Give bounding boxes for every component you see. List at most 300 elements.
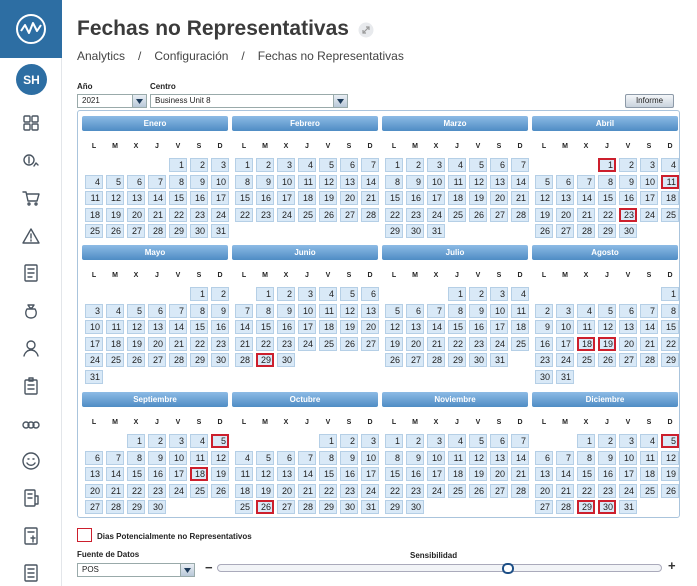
day-cell[interactable]: 2 [406,158,424,172]
day-cell[interactable]: 6 [619,304,637,318]
day-cell[interactable]: 7 [556,451,574,465]
clipboard-icon[interactable] [21,376,41,396]
day-cell[interactable]: 15 [598,191,616,205]
day-cell[interactable]: 17 [85,337,103,351]
day-cell[interactable]: 22 [190,337,208,351]
day-cell[interactable]: 30 [406,500,424,514]
day-cell[interactable]: 12 [256,467,274,481]
day-cell[interactable]: 5 [319,158,337,172]
day-cell[interactable]: 20 [85,484,103,498]
day-cell[interactable]: 4 [319,287,337,301]
day-cell[interactable]: 26 [319,208,337,222]
day-cell[interactable]: 29 [448,353,466,367]
day-cell[interactable]: 16 [211,320,229,334]
day-cell[interactable]: 9 [211,304,229,318]
slider-thumb[interactable] [502,563,514,574]
day-cell[interactable]: 8 [319,451,337,465]
day-cell[interactable]: 3 [490,287,508,301]
day-cell[interactable]: 20 [277,484,295,498]
day-cell[interactable]: 13 [361,304,379,318]
day-cell[interactable]: 19 [661,467,679,481]
day-cell[interactable]: 24 [361,484,379,498]
user-avatar[interactable]: SH [16,64,47,95]
day-cell[interactable]: 8 [448,304,466,318]
day-cell[interactable]: 26 [469,484,487,498]
app-logo[interactable] [0,0,62,58]
day-cell[interactable]: 30 [190,224,208,238]
day-cell[interactable]: 13 [85,467,103,481]
day-cell[interactable]: 19 [385,337,403,351]
day-cell[interactable]: 26 [127,353,145,367]
day-cell[interactable]: 8 [169,175,187,189]
day-cell-flagged[interactable]: 26 [256,500,274,514]
day-cell[interactable]: 17 [211,191,229,205]
day-cell[interactable]: 30 [148,500,166,514]
day-cell[interactable]: 20 [490,467,508,481]
day-cell[interactable]: 10 [556,320,574,334]
day-cell[interactable]: 10 [85,320,103,334]
day-cell[interactable]: 22 [448,337,466,351]
day-cell[interactable]: 15 [127,467,145,481]
day-cell[interactable]: 24 [490,337,508,351]
day-cell[interactable]: 11 [448,175,466,189]
day-cell[interactable]: 31 [211,224,229,238]
day-cell[interactable]: 25 [106,353,124,367]
day-cell[interactable]: 13 [535,467,553,481]
day-cell[interactable]: 21 [427,337,445,351]
day-cell[interactable]: 8 [385,175,403,189]
chain-icon[interactable] [21,413,41,433]
day-cell[interactable]: 17 [619,467,637,481]
day-cell-flagged[interactable]: 23 [619,208,637,222]
day-cell[interactable]: 3 [619,434,637,448]
day-cell[interactable]: 14 [169,320,187,334]
day-cell[interactable]: 29 [190,353,208,367]
day-cell[interactable]: 13 [490,451,508,465]
day-cell[interactable]: 24 [277,208,295,222]
day-cell[interactable]: 22 [385,484,403,498]
day-cell[interactable]: 28 [556,500,574,514]
day-cell[interactable]: 27 [556,224,574,238]
year-select[interactable] [77,94,147,108]
cart-icon[interactable] [21,188,41,208]
day-cell[interactable]: 22 [127,484,145,498]
day-cell[interactable]: 23 [190,208,208,222]
day-cell[interactable]: 23 [211,337,229,351]
day-cell[interactable]: 21 [106,484,124,498]
day-cell[interactable]: 25 [511,337,529,351]
document-list-icon[interactable] [21,563,41,583]
day-cell[interactable]: 7 [577,175,595,189]
day-cell[interactable]: 23 [406,208,424,222]
day-cell[interactable]: 12 [469,451,487,465]
day-cell[interactable]: 26 [598,353,616,367]
day-cell[interactable]: 27 [490,208,508,222]
day-cell[interactable]: 13 [406,320,424,334]
day-cell[interactable]: 3 [85,304,103,318]
day-cell[interactable]: 20 [148,337,166,351]
day-cell-flagged[interactable]: 11 [661,175,679,189]
day-cell[interactable]: 3 [427,434,445,448]
day-cell[interactable]: 18 [319,320,337,334]
day-cell[interactable]: 31 [427,224,445,238]
day-cell[interactable]: 15 [235,191,253,205]
day-cell[interactable]: 29 [169,224,187,238]
day-cell[interactable]: 28 [427,353,445,367]
day-cell[interactable]: 5 [598,304,616,318]
day-cell[interactable]: 15 [385,467,403,481]
center-select[interactable] [150,94,348,108]
day-cell[interactable]: 19 [535,208,553,222]
day-cell[interactable]: 2 [598,434,616,448]
day-cell[interactable]: 5 [106,175,124,189]
day-cell[interactable]: 25 [448,208,466,222]
day-cell-flagged[interactable]: 18 [190,467,208,481]
day-cell[interactable]: 30 [535,370,553,384]
day-cell[interactable]: 22 [235,208,253,222]
day-cell[interactable]: 19 [211,467,229,481]
day-cell[interactable]: 5 [340,287,358,301]
day-cell[interactable]: 29 [385,500,403,514]
day-cell[interactable]: 7 [148,175,166,189]
day-cell[interactable]: 5 [127,304,145,318]
day-cell[interactable]: 15 [256,320,274,334]
day-cell[interactable]: 10 [277,175,295,189]
day-cell[interactable]: 27 [406,353,424,367]
day-cell[interactable]: 6 [277,451,295,465]
day-cell[interactable]: 26 [340,337,358,351]
day-cell[interactable]: 11 [511,304,529,318]
day-cell[interactable]: 22 [319,484,337,498]
day-cell-flagged[interactable]: 19 [598,337,616,351]
day-cell[interactable]: 25 [298,208,316,222]
day-cell[interactable]: 9 [256,175,274,189]
day-cell[interactable]: 6 [85,451,103,465]
decrease-button[interactable]: − [205,560,213,575]
day-cell[interactable]: 20 [361,320,379,334]
day-cell[interactable]: 4 [661,158,679,172]
day-cell[interactable]: 10 [640,175,658,189]
day-cell[interactable]: 1 [235,158,253,172]
day-cell[interactable]: 27 [490,484,508,498]
day-cell[interactable]: 14 [640,320,658,334]
day-cell[interactable]: 18 [448,467,466,481]
day-cell[interactable]: 4 [511,287,529,301]
day-cell[interactable]: 13 [619,320,637,334]
day-cell[interactable]: 25 [448,484,466,498]
day-cell[interactable]: 27 [148,353,166,367]
day-cell[interactable]: 28 [235,353,253,367]
day-cell[interactable]: 12 [211,451,229,465]
fuente-select[interactable] [77,563,195,577]
day-cell[interactable]: 24 [169,484,187,498]
day-cell[interactable]: 27 [85,500,103,514]
day-cell[interactable]: 9 [340,451,358,465]
day-cell[interactable]: 26 [385,353,403,367]
day-cell[interactable]: 14 [511,175,529,189]
day-cell[interactable]: 14 [427,320,445,334]
document-money-icon[interactable] [21,526,41,546]
day-cell[interactable]: 1 [190,287,208,301]
day-cell[interactable]: 3 [211,158,229,172]
day-cell[interactable]: 14 [106,467,124,481]
invoice-icon[interactable] [21,488,41,508]
day-cell[interactable]: 1 [448,287,466,301]
day-cell[interactable]: 9 [406,175,424,189]
day-cell[interactable]: 6 [127,175,145,189]
day-cell[interactable]: 7 [235,304,253,318]
day-cell[interactable]: 15 [169,191,187,205]
day-cell[interactable]: 18 [661,191,679,205]
day-cell[interactable]: 10 [619,451,637,465]
day-cell[interactable]: 2 [256,158,274,172]
day-cell[interactable]: 20 [556,208,574,222]
day-cell-flagged[interactable]: 30 [598,500,616,514]
dashboard-icon[interactable] [21,113,41,133]
day-cell[interactable]: 8 [190,304,208,318]
day-cell[interactable]: 29 [598,224,616,238]
user-icon[interactable] [21,338,41,358]
money-bag-icon[interactable] [21,301,41,321]
day-cell[interactable]: 26 [211,484,229,498]
day-cell[interactable]: 16 [406,467,424,481]
day-cell[interactable]: 14 [235,320,253,334]
day-cell[interactable]: 9 [598,451,616,465]
day-cell[interactable]: 21 [511,467,529,481]
day-cell[interactable]: 31 [619,500,637,514]
day-cell[interactable]: 7 [511,158,529,172]
day-cell[interactable]: 23 [535,353,553,367]
day-cell[interactable]: 14 [298,467,316,481]
day-cell[interactable]: 22 [256,337,274,351]
day-cell[interactable]: 25 [661,208,679,222]
day-cell[interactable]: 25 [190,484,208,498]
day-cell[interactable]: 19 [469,467,487,481]
day-cell[interactable]: 11 [298,175,316,189]
day-cell[interactable]: 8 [385,451,403,465]
day-cell[interactable]: 19 [256,484,274,498]
day-cell[interactable]: 26 [535,224,553,238]
day-cell[interactable]: 24 [556,353,574,367]
report-icon[interactable] [21,263,41,283]
day-cell[interactable]: 30 [340,500,358,514]
day-cell[interactable]: 12 [340,304,358,318]
breadcrumb-item-configuracion[interactable]: Configuración [154,49,229,63]
day-cell[interactable]: 2 [619,158,637,172]
day-cell[interactable]: 17 [169,467,187,481]
day-cell[interactable]: 18 [85,208,103,222]
day-cell[interactable]: 16 [406,191,424,205]
breadcrumb-item-analytics[interactable]: Analytics [77,49,126,63]
day-cell[interactable]: 13 [490,175,508,189]
day-cell[interactable]: 20 [406,337,424,351]
day-cell[interactable]: 27 [535,500,553,514]
day-cell[interactable]: 25 [85,224,103,238]
day-cell[interactable]: 12 [661,451,679,465]
day-cell[interactable]: 3 [169,434,187,448]
day-cell[interactable]: 24 [298,337,316,351]
day-cell[interactable]: 21 [577,208,595,222]
day-cell[interactable]: 22 [385,208,403,222]
day-cell[interactable]: 16 [256,191,274,205]
day-cell[interactable]: 5 [256,451,274,465]
day-cell[interactable]: 27 [340,208,358,222]
day-cell[interactable]: 20 [535,484,553,498]
day-cell[interactable]: 30 [469,353,487,367]
day-cell[interactable]: 30 [406,224,424,238]
day-cell[interactable]: 2 [340,434,358,448]
sensibilidad-slider[interactable] [217,564,662,572]
day-cell[interactable]: 4 [190,434,208,448]
day-cell[interactable]: 29 [661,353,679,367]
day-cell[interactable]: 5 [469,158,487,172]
day-cell[interactable]: 14 [511,451,529,465]
day-cell[interactable]: 25 [319,337,337,351]
day-cell[interactable]: 5 [385,304,403,318]
day-cell[interactable]: 24 [640,208,658,222]
day-cell[interactable]: 2 [190,158,208,172]
day-cell[interactable]: 7 [298,451,316,465]
day-cell[interactable]: 12 [385,320,403,334]
day-cell[interactable]: 6 [490,434,508,448]
day-cell[interactable]: 13 [148,320,166,334]
day-cell[interactable]: 1 [577,434,595,448]
day-cell[interactable]: 9 [619,175,637,189]
day-cell[interactable]: 27 [277,500,295,514]
day-cell[interactable]: 3 [361,434,379,448]
day-cell[interactable]: 21 [511,191,529,205]
day-cell[interactable]: 23 [277,337,295,351]
day-cell[interactable]: 28 [106,500,124,514]
day-cell[interactable]: 18 [106,337,124,351]
smile-icon[interactable] [21,451,41,471]
day-cell[interactable]: 7 [169,304,187,318]
day-cell[interactable]: 25 [235,500,253,514]
day-cell[interactable]: 30 [277,353,295,367]
day-cell[interactable]: 19 [127,337,145,351]
day-cell-flagged[interactable]: 18 [577,337,595,351]
day-cell[interactable]: 26 [661,484,679,498]
day-cell[interactable]: 12 [127,320,145,334]
day-cell[interactable]: 8 [127,451,145,465]
day-cell[interactable]: 3 [640,158,658,172]
day-cell[interactable]: 1 [319,434,337,448]
day-cell[interactable]: 12 [469,175,487,189]
day-cell[interactable]: 12 [598,320,616,334]
day-cell[interactable]: 2 [406,434,424,448]
day-cell[interactable]: 31 [556,370,574,384]
day-cell[interactable]: 18 [448,191,466,205]
expand-icon[interactable] [358,22,374,38]
day-cell[interactable]: 9 [148,451,166,465]
day-cell[interactable]: 20 [619,337,637,351]
day-cell[interactable]: 4 [106,304,124,318]
day-cell[interactable]: 22 [598,208,616,222]
day-cell[interactable]: 1 [256,287,274,301]
day-cell-flagged[interactable]: 1 [598,158,616,172]
day-cell-flagged[interactable]: 29 [256,353,274,367]
day-cell[interactable]: 23 [598,484,616,498]
day-cell[interactable]: 18 [235,484,253,498]
day-cell[interactable]: 24 [427,208,445,222]
alert-icon[interactable] [21,226,41,246]
day-cell[interactable]: 19 [106,208,124,222]
day-cell[interactable]: 24 [427,484,445,498]
day-cell[interactable]: 11 [577,320,595,334]
day-cell[interactable]: 11 [235,467,253,481]
day-cell[interactable]: 21 [556,484,574,498]
day-cell[interactable]: 2 [469,287,487,301]
day-cell[interactable]: 10 [298,304,316,318]
day-cell[interactable]: 29 [319,500,337,514]
day-cell[interactable]: 16 [619,191,637,205]
day-cell[interactable]: 19 [340,320,358,334]
day-cell[interactable]: 7 [511,434,529,448]
day-cell[interactable]: 2 [535,304,553,318]
day-cell[interactable]: 13 [340,175,358,189]
day-cell[interactable]: 25 [577,353,595,367]
chevron-down-icon[interactable] [132,95,146,107]
day-cell[interactable]: 9 [535,320,553,334]
day-cell[interactable]: 14 [148,191,166,205]
day-cell[interactable]: 6 [361,287,379,301]
day-cell[interactable]: 17 [361,467,379,481]
day-cell[interactable]: 28 [169,353,187,367]
day-cell[interactable]: 16 [340,467,358,481]
day-cell[interactable]: 15 [661,320,679,334]
day-cell[interactable]: 2 [211,287,229,301]
day-cell[interactable]: 31 [490,353,508,367]
day-cell[interactable]: 22 [169,208,187,222]
day-cell[interactable]: 4 [577,304,595,318]
day-cell[interactable]: 24 [211,208,229,222]
day-cell[interactable]: 13 [127,191,145,205]
day-cell[interactable]: 30 [619,224,637,238]
day-cell[interactable]: 4 [640,434,658,448]
chevron-down-icon[interactable] [180,564,194,576]
day-cell[interactable]: 8 [256,304,274,318]
day-cell[interactable]: 19 [319,191,337,205]
day-cell[interactable]: 16 [148,467,166,481]
day-cell[interactable]: 13 [556,191,574,205]
day-cell[interactable]: 22 [661,337,679,351]
day-cell[interactable]: 10 [361,451,379,465]
day-cell[interactable]: 29 [385,224,403,238]
day-cell[interactable]: 10 [211,175,229,189]
day-cell[interactable]: 2 [277,287,295,301]
money-trend-icon[interactable] [21,151,41,171]
day-cell[interactable]: 11 [85,191,103,205]
day-cell[interactable]: 16 [598,467,616,481]
day-cell[interactable]: 17 [298,320,316,334]
day-cell[interactable]: 17 [556,337,574,351]
day-cell[interactable]: 4 [448,158,466,172]
day-cell[interactable]: 14 [577,191,595,205]
increase-button[interactable]: + [668,558,676,573]
day-cell[interactable]: 9 [469,304,487,318]
day-cell[interactable]: 17 [640,191,658,205]
day-cell-flagged[interactable]: 5 [661,434,679,448]
day-cell[interactable]: 5 [535,175,553,189]
day-cell[interactable]: 31 [85,370,103,384]
day-cell[interactable]: 8 [598,175,616,189]
day-cell[interactable]: 3 [556,304,574,318]
day-cell[interactable]: 17 [427,467,445,481]
day-cell[interactable]: 24 [85,353,103,367]
day-cell[interactable]: 1 [661,287,679,301]
day-cell[interactable]: 4 [448,434,466,448]
day-cell[interactable]: 10 [490,304,508,318]
